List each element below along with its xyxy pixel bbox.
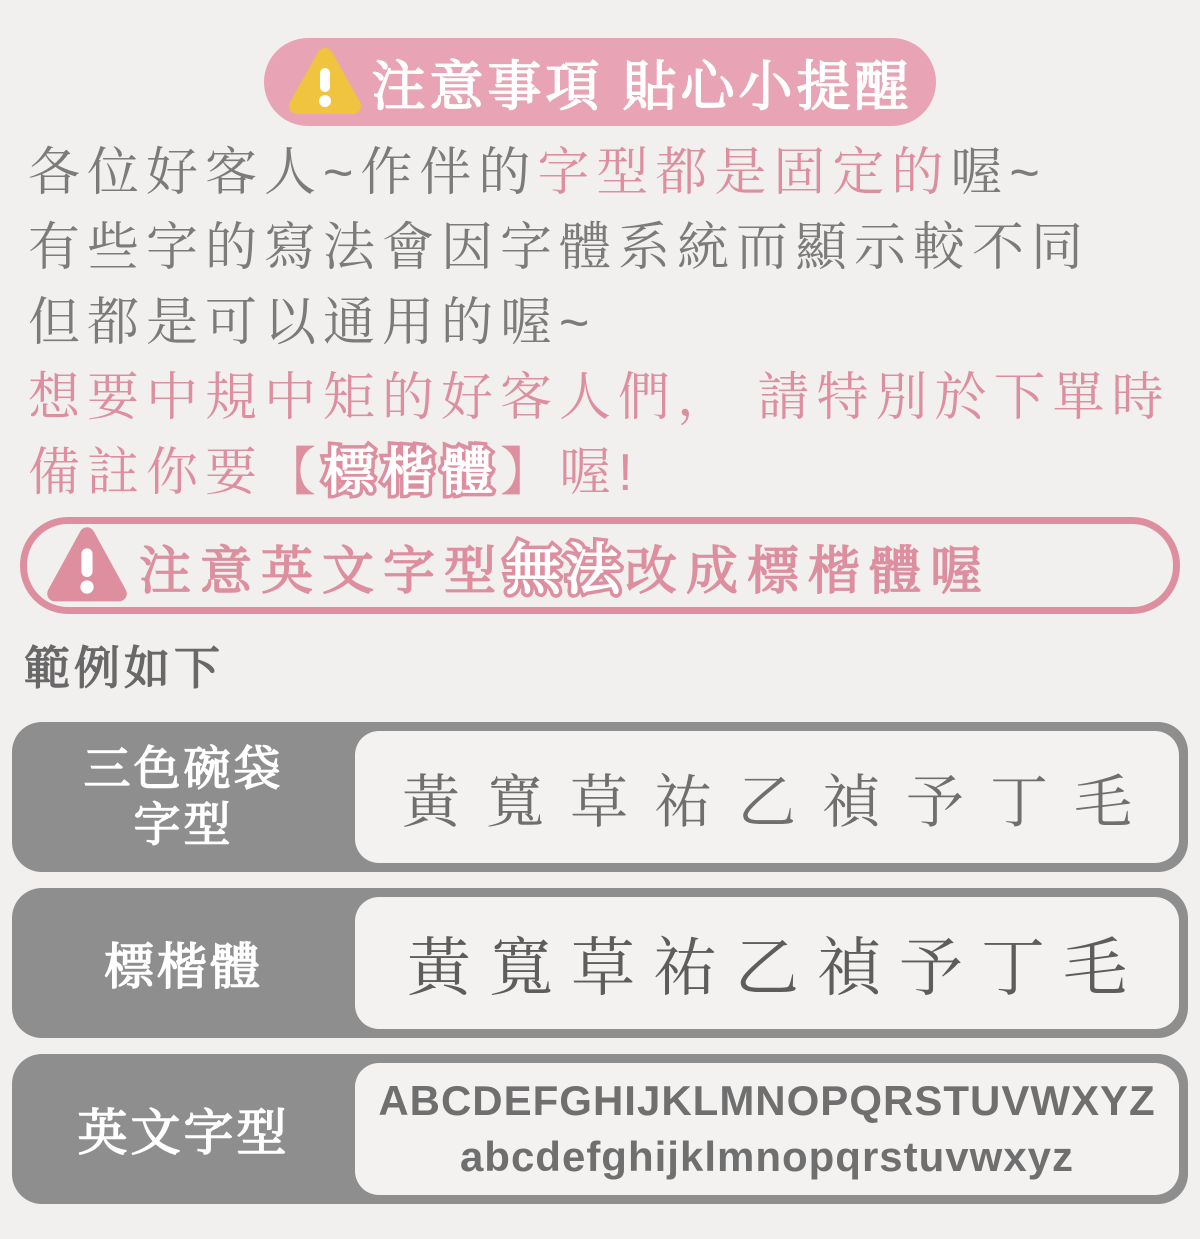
row-label: [12, 1054, 355, 1204]
intro-line5-highlight: 標楷體: [323, 444, 501, 502]
sample-text-uppercase: ABCDEFGHIJKLMNOPQRSTUVWXYZ: [378, 1077, 1156, 1124]
sample-text-rounded: 黃寬草祐乙禎予丁毛: [401, 770, 1158, 835]
intro-line-3: 但都是可以通用的喔~: [28, 294, 597, 352]
intro-line-1: [28, 136, 1180, 211]
notice-header-title: 注意事項 貼心小提醒: [371, 56, 913, 117]
warning-prefix: 注意英文字型: [139, 542, 506, 601]
intro-line1-pink: 字型都是固定的: [537, 144, 951, 202]
warning-triangle-icon: [287, 44, 363, 120]
warning-text: [139, 526, 991, 606]
intro-line5-prefix: 備註你要: [28, 444, 265, 502]
row-label-text: 英文字型: [77, 1105, 290, 1161]
intro-paragraph: [28, 136, 1180, 511]
warning-triangle-icon: [45, 524, 129, 608]
intro-line5-close-bracket: 】: [500, 444, 560, 502]
notice-header-banner: [264, 38, 936, 126]
font-example-table: [12, 722, 1188, 1204]
row-sample-area: [355, 1063, 1179, 1195]
row-sample-area: [355, 731, 1179, 863]
intro-line1-gray1: 各位好客人~作伴的: [28, 144, 538, 202]
sample-text-kai: 黃寬草祐乙禎予丁毛: [407, 932, 1145, 1006]
intro-line5-suffix: 喔!: [559, 444, 640, 502]
row-label-text: 標楷體: [104, 939, 263, 995]
table-row-sanse-font: [12, 722, 1188, 872]
warning-highlight: 無法: [505, 537, 626, 601]
row-label-line2: 字型: [133, 798, 234, 851]
intro-line1-gray2: 喔~: [950, 144, 1047, 202]
sample-text-lowercase: abcdefghijklmnopqrstuvwxyz: [459, 1133, 1075, 1180]
row-sample-area: [355, 897, 1179, 1029]
row-label-line1: 三色碗袋: [83, 742, 284, 795]
table-row-kai-font: [12, 888, 1188, 1038]
examples-heading: 範例如下: [24, 642, 224, 694]
warning-suffix: 改成標楷體喔: [625, 542, 992, 601]
intro-line-2: 有些字的寫法會因字體系統而顯示較不同: [28, 219, 1091, 277]
row-label: [12, 888, 355, 1038]
table-row-english-font: [12, 1054, 1188, 1204]
english-font-warning-banner: [20, 517, 1180, 614]
intro-line-5: [28, 436, 1180, 511]
intro-line5-open-bracket: 【: [264, 444, 324, 502]
row-label: [12, 722, 355, 872]
intro-line-4: 想要中規中矩的好客人們， 請特別於下單時: [28, 369, 1171, 427]
